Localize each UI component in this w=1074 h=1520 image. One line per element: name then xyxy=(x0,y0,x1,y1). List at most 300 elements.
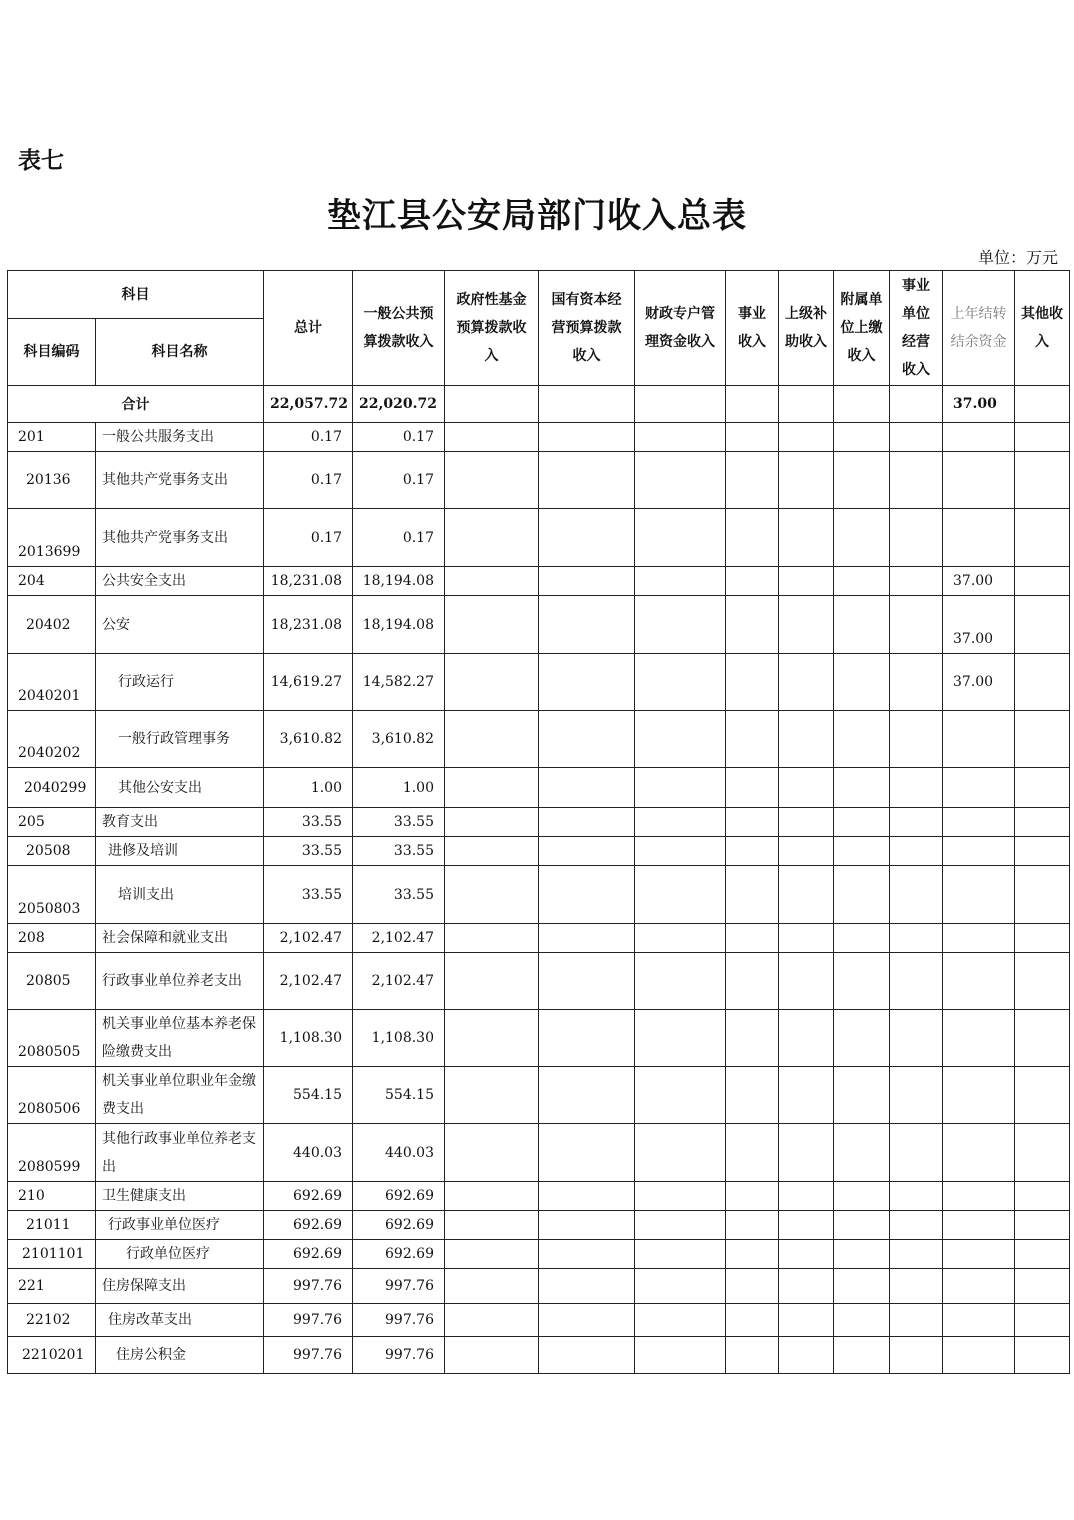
cell xyxy=(890,1304,943,1337)
cell xyxy=(834,924,890,953)
total-value: 0.17 xyxy=(264,423,353,452)
carryover-value xyxy=(943,837,1015,866)
cell xyxy=(890,386,943,423)
cell xyxy=(635,711,726,768)
cell xyxy=(779,1337,834,1374)
subject-code: 2210201 xyxy=(8,1337,96,1374)
cell xyxy=(445,953,539,1010)
cell xyxy=(779,423,834,452)
carryover-value: 37.00 xyxy=(943,596,1015,654)
table-row xyxy=(8,711,1070,768)
cell xyxy=(726,423,779,452)
total-value: 33.55 xyxy=(264,837,353,866)
cell xyxy=(834,1067,890,1124)
cell xyxy=(635,924,726,953)
total-value: 997.76 xyxy=(264,1269,353,1304)
cell xyxy=(834,509,890,567)
general-budget-value: 1.00 xyxy=(353,768,445,808)
cell xyxy=(890,1124,943,1182)
cell xyxy=(539,1269,635,1304)
cell xyxy=(834,866,890,924)
carryover-value xyxy=(943,1067,1015,1124)
total-value: 1.00 xyxy=(264,768,353,808)
total-general: 22,020.72 xyxy=(353,386,445,423)
cell xyxy=(445,1304,539,1337)
cell xyxy=(635,1182,726,1211)
cell xyxy=(445,866,539,924)
cell xyxy=(635,837,726,866)
carryover-value xyxy=(943,1304,1015,1337)
total-value: 1,108.30 xyxy=(264,1010,353,1067)
cell xyxy=(726,924,779,953)
cell xyxy=(834,654,890,711)
total-value: 2,102.47 xyxy=(264,924,353,953)
cell xyxy=(1015,654,1070,711)
cell xyxy=(445,1067,539,1124)
cell xyxy=(539,654,635,711)
cell xyxy=(726,452,779,509)
cell xyxy=(445,567,539,596)
subject-name: 培训支出 xyxy=(96,866,264,924)
cell xyxy=(779,768,834,808)
cell xyxy=(890,768,943,808)
cell xyxy=(635,808,726,837)
subject-code: 20136 xyxy=(8,452,96,509)
subject-name: 其他共产党事务支出 xyxy=(96,452,264,509)
subject-name: 机关事业单位职业年金缴费支出 xyxy=(96,1067,264,1124)
total-value: 692.69 xyxy=(264,1182,353,1211)
carryover-value xyxy=(943,1269,1015,1304)
header-general-budget: 一般公共预算拨款收入 xyxy=(353,271,445,386)
cell xyxy=(539,386,635,423)
cell xyxy=(726,711,779,768)
cell xyxy=(1015,1067,1070,1124)
cell xyxy=(539,1304,635,1337)
total-value: 554.15 xyxy=(264,1067,353,1124)
cell xyxy=(779,596,834,654)
table-row xyxy=(8,1304,1070,1337)
cell xyxy=(445,1240,539,1269)
total-value: 14,619.27 xyxy=(264,654,353,711)
subject-name: 其他共产党事务支出 xyxy=(96,509,264,567)
cell xyxy=(539,1337,635,1374)
cell xyxy=(779,808,834,837)
cell xyxy=(635,567,726,596)
cell xyxy=(1015,1211,1070,1240)
general-budget-value: 33.55 xyxy=(353,808,445,837)
cell xyxy=(445,1269,539,1304)
table-row xyxy=(8,1240,1070,1269)
cell xyxy=(779,1211,834,1240)
subject-name: 行政单位医疗 xyxy=(96,1240,264,1269)
cell xyxy=(779,837,834,866)
cell xyxy=(635,1067,726,1124)
total-value: 33.55 xyxy=(264,866,353,924)
header-state-capital: 国有资本经营预算拨款收入 xyxy=(539,271,635,386)
general-budget-value: 2,102.47 xyxy=(353,953,445,1010)
cell xyxy=(834,567,890,596)
cell xyxy=(1015,1337,1070,1374)
cell xyxy=(726,509,779,567)
subject-name: 行政事业单位医疗 xyxy=(96,1211,264,1240)
total-label: 合计 xyxy=(8,386,264,423)
carryover-value xyxy=(943,1124,1015,1182)
cell xyxy=(726,1010,779,1067)
total-carryover: 37.00 xyxy=(943,386,1015,423)
cell xyxy=(779,953,834,1010)
cell xyxy=(890,1010,943,1067)
carryover-value xyxy=(943,452,1015,509)
cell xyxy=(834,1010,890,1067)
total-value: 692.69 xyxy=(264,1240,353,1269)
subject-code: 221 xyxy=(8,1269,96,1304)
general-budget-value: 1,108.30 xyxy=(353,1010,445,1067)
cell xyxy=(1015,386,1070,423)
header-business-income: 事业收入 xyxy=(726,271,779,386)
cell xyxy=(445,1124,539,1182)
table-row xyxy=(8,808,1070,837)
header-gov-fund: 政府性基金预算拨款收入 xyxy=(445,271,539,386)
cell xyxy=(1015,953,1070,1010)
cell xyxy=(890,1269,943,1304)
cell xyxy=(834,596,890,654)
subject-name: 一般行政管理事务 xyxy=(96,711,264,768)
cell xyxy=(1015,452,1070,509)
cell xyxy=(726,953,779,1010)
cell xyxy=(539,423,635,452)
total-value: 997.76 xyxy=(264,1304,353,1337)
total-value: 3,610.82 xyxy=(264,711,353,768)
cell xyxy=(779,1124,834,1182)
carryover-value xyxy=(943,509,1015,567)
cell xyxy=(834,423,890,452)
cell xyxy=(834,837,890,866)
cell xyxy=(726,596,779,654)
table-row xyxy=(8,1211,1070,1240)
general-budget-value: 2,102.47 xyxy=(353,924,445,953)
cell xyxy=(539,1211,635,1240)
carryover-value xyxy=(943,1010,1015,1067)
cell xyxy=(539,567,635,596)
subject-code: 2080505 xyxy=(8,1010,96,1067)
cell xyxy=(779,1240,834,1269)
cell xyxy=(726,1124,779,1182)
subject-name: 行政事业单位养老支出 xyxy=(96,953,264,1010)
header-other: 其他收入 xyxy=(1015,271,1070,386)
cell xyxy=(1015,567,1070,596)
subject-name: 住房保障支出 xyxy=(96,1269,264,1304)
subject-code: 2080599 xyxy=(8,1124,96,1182)
header-code: 科目编码 xyxy=(8,319,96,386)
cell xyxy=(1015,1304,1070,1337)
cell xyxy=(834,386,890,423)
page-title: 垫江县公安局部门收入总表 xyxy=(327,196,747,236)
total-value: 18,231.08 xyxy=(264,596,353,654)
cell xyxy=(635,866,726,924)
cell xyxy=(779,711,834,768)
table-row xyxy=(8,452,1070,509)
general-budget-value: 0.17 xyxy=(353,423,445,452)
cell xyxy=(834,953,890,1010)
general-budget-value: 692.69 xyxy=(353,1240,445,1269)
cell xyxy=(635,509,726,567)
general-budget-value: 0.17 xyxy=(353,452,445,509)
cell xyxy=(834,711,890,768)
header-subject: 科目 xyxy=(8,271,264,319)
cell xyxy=(779,1269,834,1304)
cell xyxy=(635,1304,726,1337)
cell xyxy=(635,386,726,423)
cell xyxy=(726,808,779,837)
cell xyxy=(726,386,779,423)
table-row xyxy=(8,654,1070,711)
cell xyxy=(779,386,834,423)
cell xyxy=(779,654,834,711)
header-name: 科目名称 xyxy=(96,319,264,386)
cell xyxy=(445,654,539,711)
cell xyxy=(890,924,943,953)
cell xyxy=(890,866,943,924)
unit-label: 单位：万元 xyxy=(977,248,1058,267)
total-value: 0.17 xyxy=(264,452,353,509)
cell xyxy=(890,1211,943,1240)
cell xyxy=(445,808,539,837)
subject-name: 社会保障和就业支出 xyxy=(96,924,264,953)
cell xyxy=(1015,924,1070,953)
cell xyxy=(539,808,635,837)
cell xyxy=(890,808,943,837)
cell xyxy=(779,924,834,953)
cell xyxy=(834,1211,890,1240)
header-superior-subsidy: 上级补助收入 xyxy=(779,271,834,386)
cell xyxy=(726,1067,779,1124)
cell xyxy=(726,1337,779,1374)
total-value: 2,102.47 xyxy=(264,953,353,1010)
cell xyxy=(635,654,726,711)
cell xyxy=(539,1182,635,1211)
cell xyxy=(1015,1269,1070,1304)
subject-code: 20805 xyxy=(8,953,96,1010)
subject-name: 教育支出 xyxy=(96,808,264,837)
cell xyxy=(635,596,726,654)
cell xyxy=(445,509,539,567)
cell xyxy=(539,953,635,1010)
subject-code: 2040299 xyxy=(8,768,96,808)
cell xyxy=(1015,1240,1070,1269)
cell xyxy=(1015,866,1070,924)
carryover-value xyxy=(943,866,1015,924)
general-budget-value: 18,194.08 xyxy=(353,567,445,596)
cell xyxy=(1015,509,1070,567)
cell xyxy=(890,1067,943,1124)
subject-name: 其他行政事业单位养老支出 xyxy=(96,1124,264,1182)
cell xyxy=(834,1182,890,1211)
cell xyxy=(539,866,635,924)
subject-code: 2050803 xyxy=(8,866,96,924)
general-budget-value: 997.76 xyxy=(353,1304,445,1337)
cell xyxy=(890,1182,943,1211)
cell xyxy=(1015,1124,1070,1182)
subject-code: 205 xyxy=(8,808,96,837)
cell xyxy=(635,1010,726,1067)
cell xyxy=(539,509,635,567)
general-budget-value: 997.76 xyxy=(353,1269,445,1304)
subject-name: 机关事业单位基本养老保险缴费支出 xyxy=(96,1010,264,1067)
carryover-value xyxy=(943,1240,1015,1269)
cell xyxy=(539,596,635,654)
total-value: 692.69 xyxy=(264,1211,353,1240)
total-value: 440.03 xyxy=(264,1124,353,1182)
cell xyxy=(834,768,890,808)
header-affiliated: 附属单位上缴收入 xyxy=(834,271,890,386)
subject-code: 2101101 xyxy=(8,1240,96,1269)
general-budget-value: 692.69 xyxy=(353,1182,445,1211)
general-budget-value: 33.55 xyxy=(353,837,445,866)
subject-name: 一般公共服务支出 xyxy=(96,423,264,452)
cell xyxy=(726,1182,779,1211)
general-budget-value: 18,194.08 xyxy=(353,596,445,654)
table-row xyxy=(8,768,1070,808)
subject-code: 21011 xyxy=(8,1211,96,1240)
subject-name: 公共安全支出 xyxy=(96,567,264,596)
carryover-value: 37.00 xyxy=(943,567,1015,596)
cell xyxy=(445,924,539,953)
carryover-value xyxy=(943,768,1015,808)
cell xyxy=(726,866,779,924)
cell xyxy=(890,509,943,567)
subject-code: 201 xyxy=(8,423,96,452)
subject-name: 进修及培训 xyxy=(96,837,264,866)
cell xyxy=(635,1124,726,1182)
cell xyxy=(834,1304,890,1337)
table-row xyxy=(8,567,1070,596)
table-row xyxy=(8,509,1070,567)
total-value: 997.76 xyxy=(264,1337,353,1374)
subject-code: 210 xyxy=(8,1182,96,1211)
table-row xyxy=(8,1124,1070,1182)
carryover-value xyxy=(943,711,1015,768)
cell xyxy=(779,1010,834,1067)
cell xyxy=(890,837,943,866)
subject-name: 公安 xyxy=(96,596,264,654)
cell xyxy=(445,837,539,866)
cell xyxy=(539,1067,635,1124)
general-budget-value: 33.55 xyxy=(353,866,445,924)
cell xyxy=(779,1182,834,1211)
general-budget-value: 3,610.82 xyxy=(353,711,445,768)
table-row xyxy=(8,1010,1070,1067)
subject-code: 204 xyxy=(8,567,96,596)
subject-name: 卫生健康支出 xyxy=(96,1182,264,1211)
cell xyxy=(726,1211,779,1240)
cell xyxy=(1015,1010,1070,1067)
cell xyxy=(779,866,834,924)
cell xyxy=(726,1269,779,1304)
subject-code: 20402 xyxy=(8,596,96,654)
cell xyxy=(539,768,635,808)
carryover-value: 37.00 xyxy=(943,654,1015,711)
cell xyxy=(834,1124,890,1182)
table-row xyxy=(8,423,1070,452)
subject-code: 208 xyxy=(8,924,96,953)
general-budget-value: 0.17 xyxy=(353,509,445,567)
carryover-value xyxy=(943,808,1015,837)
table-row xyxy=(8,837,1070,866)
header-operating: 事业单位经营收入 xyxy=(890,271,943,386)
cell xyxy=(834,452,890,509)
cell xyxy=(779,1304,834,1337)
general-budget-value: 554.15 xyxy=(353,1067,445,1124)
total-value: 0.17 xyxy=(264,509,353,567)
general-budget-value: 692.69 xyxy=(353,1211,445,1240)
cell xyxy=(779,567,834,596)
cell xyxy=(726,768,779,808)
cell xyxy=(890,452,943,509)
total-value: 33.55 xyxy=(264,808,353,837)
cell xyxy=(779,452,834,509)
cell xyxy=(539,711,635,768)
income-table xyxy=(7,270,1070,1374)
cell xyxy=(726,1304,779,1337)
table-row xyxy=(8,1269,1070,1304)
table-row xyxy=(8,1067,1070,1124)
carryover-value xyxy=(943,423,1015,452)
cell xyxy=(445,1337,539,1374)
cell xyxy=(1015,596,1070,654)
cell xyxy=(726,837,779,866)
cell xyxy=(834,1337,890,1374)
table-row xyxy=(8,953,1070,1010)
cell xyxy=(635,953,726,1010)
cell xyxy=(635,423,726,452)
cell xyxy=(834,808,890,837)
cell xyxy=(635,1240,726,1269)
cell xyxy=(1015,808,1070,837)
subject-name: 其他公安支出 xyxy=(96,768,264,808)
cell xyxy=(834,1240,890,1269)
total-row xyxy=(8,386,1070,423)
total-total: 22,057.72 xyxy=(264,386,353,423)
subject-code: 2013699 xyxy=(8,509,96,567)
cell xyxy=(539,1124,635,1182)
subject-code: 2040202 xyxy=(8,711,96,768)
general-budget-value: 14,582.27 xyxy=(353,654,445,711)
header-total: 总计 xyxy=(264,271,353,386)
cell xyxy=(635,1337,726,1374)
cell xyxy=(445,452,539,509)
cell xyxy=(445,1211,539,1240)
cell xyxy=(890,1240,943,1269)
cell xyxy=(635,1211,726,1240)
cell xyxy=(1015,768,1070,808)
table-row xyxy=(8,1337,1070,1374)
cell xyxy=(779,509,834,567)
cell xyxy=(890,567,943,596)
cell xyxy=(890,953,943,1010)
cell xyxy=(539,837,635,866)
carryover-value xyxy=(943,1337,1015,1374)
cell xyxy=(890,711,943,768)
cell xyxy=(539,452,635,509)
carryover-value xyxy=(943,924,1015,953)
carryover-value xyxy=(943,1182,1015,1211)
cell xyxy=(1015,711,1070,768)
total-value: 18,231.08 xyxy=(264,567,353,596)
table-label: 表七 xyxy=(18,147,64,174)
subject-code: 2040201 xyxy=(8,654,96,711)
cell xyxy=(890,1337,943,1374)
subject-code: 22102 xyxy=(8,1304,96,1337)
